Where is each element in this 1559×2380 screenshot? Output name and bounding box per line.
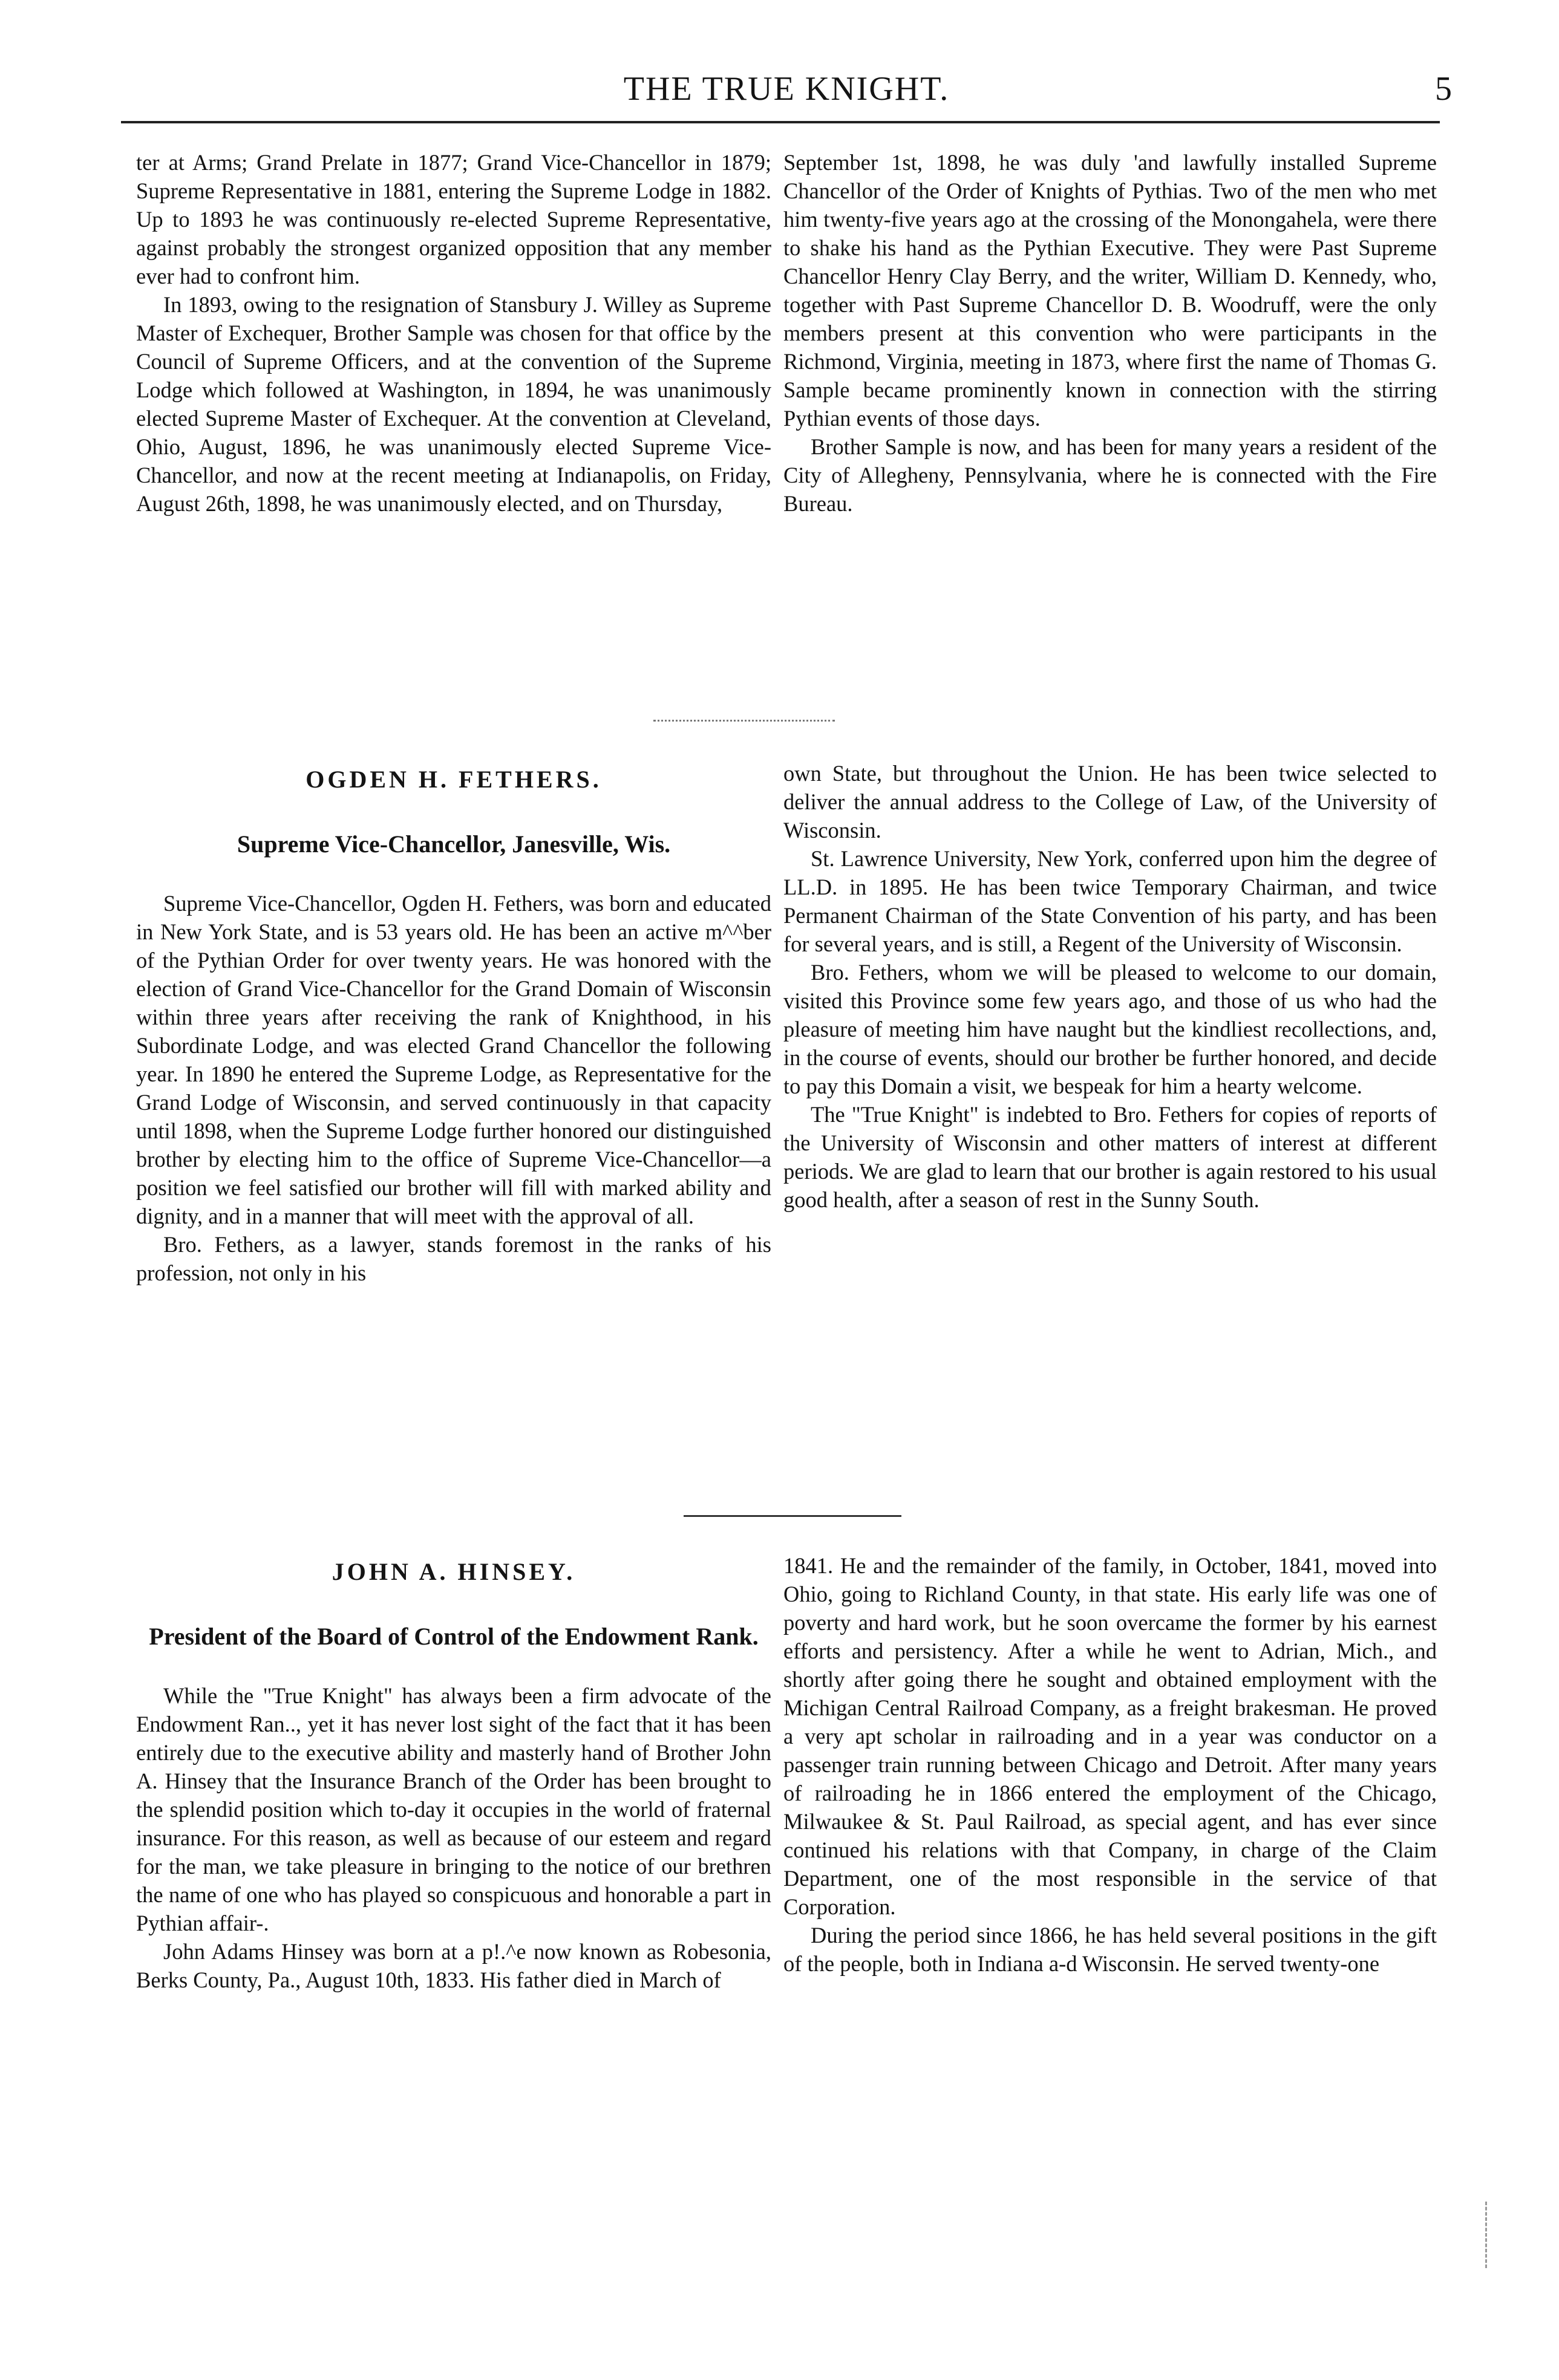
margin-mark [1485, 2202, 1487, 2268]
article-subtitle: Supreme Vice-Chancellor, Janesville, Wis. [237, 830, 671, 858]
paragraph: own State, but throughout the Union. He has been twice selected to deliver the annual address to the College of Law, of the University of Wisconsin. [783, 761, 1437, 843]
paragraph: The "True Knight" is indebted to Bro. Fethers for copies of reports of the University of Wisconsin and other matters of interest at different periods. We are glad to learn that our brother is again restored to his usual good health, after a season of rest in the Sunny South. [783, 1102, 1437, 1212]
paragraph: Brother Sample is now, and has been for many years a resident of the City of Allegheny, Pennsylvania, where he is connected with the Fire Bureau. [783, 434, 1437, 516]
article-subtitle: President of the Board of Control of the Endowment Rank. [149, 1623, 759, 1650]
hinsey-right-column [783, 1551, 1437, 1978]
paragraph: September 1st, 1898, he was duly 'and lawfully installed Supreme Chancellor of the Order of Knights of Pythias. Two of the men who met him twenty-five years ago at the crossing of the Monongahela, were there to shake his hand as the Pythian Executive. They were Past Supreme Chancellor Henry Clay Berry, and the writer, William D. Kennedy, who, together with Past Supreme Chancellor D. B. Woodruff, were the only members present at this convention who were participants in the Richmond, Virginia, meeting in 1873, where first the name of Thomas G. Sample became prominently known in connection with the stirring Pythian events of those days. [783, 150, 1437, 431]
article-title: JOHN A. HINSEY. [332, 1558, 576, 1585]
paragraph: While the "True Knight" has always been a firm advocate of the Endowment Ran.., yet it has never lost sight of the fact that it has been entirely due to the executive ability and masterly hand of Brother John A. Hinsey that the Insurance Branch of the Order has been brought to the splendid position which to-day it occupies in the world of fraternal insurance. For this reason, as well as because of our esteem and regard for the man, we take pleasure in bringing to the notice of our brethren the name of one who has played so conspicuous and honorable a part in Pythian affair-. [136, 1683, 771, 1935]
page-number: 5 [1435, 70, 1452, 108]
top-left-column [136, 148, 771, 518]
paragraph: John Adams Hinsey was born at a p!.^e now known as Robesonia, Berks County, Pa., August 10th, 1833. His father died in March of [136, 1939, 771, 1992]
fethers-right-column [783, 759, 1437, 1214]
paragraph: ter at Arms; Grand Prelate in 1877; Grand Vice-Chancellor in 1879; Supreme Representative in 1881, entering the Supreme Lodge in 1882. Up to 1893 he was continuously re-elected Supreme Representative, against probably the strongest organized opposition that any member ever had to confront him. [136, 150, 771, 289]
publication-title: THE TRUE KNIGHT. [623, 70, 950, 108]
fethers-left-column [136, 765, 771, 1287]
article-title: OGDEN H. FETHERS. [306, 766, 602, 793]
section-divider [653, 720, 835, 724]
paragraph: In 1893, owing to the resignation of Stansbury J. Willey as Supreme Master of Exchequer, Brother Sample was chosen for that office by the Council of Supreme Officers, and at the convention of the Supreme Lodge which followed at Washington, in 1894, he was unanimously elected Supreme Master of Exchequer. At the convention at Cleveland, Ohio, August, 1896, he was unanimously elected Supreme Vice-Chancellor, and now at the recent meeting at Indianapolis, on Friday, August 26th, 1898, he was unanimously elected, and on Thursday, [136, 292, 771, 516]
header-rule [121, 121, 1440, 123]
hinsey-left-column [136, 1557, 771, 1994]
top-right-column [783, 148, 1437, 518]
paragraph: During the period since 1866, he has held several positions in the gift of the people, both in Indiana a-d Wisconsin. He served twenty-one [783, 1923, 1437, 1976]
paragraph: Bro. Fethers, as a lawyer, stands foremost in the ranks of his profession, not only in his [136, 1232, 771, 1285]
paragraph: 1841. He and the remainder of the family, in October, 1841, moved into Ohio, going to Richland County, in that state. His early life was one of poverty and hard work, but he soon overcame the former by his earnest efforts and persistency. After a while he went to Adrian, Mich., and shortly after going there he sought and obtained employment with the Michigan Central Railroad Company, as a freight brakesman. He proved a very apt scholar in railroading and in a year was conductor on a passenger train running between Chicago and Detroit. After many years of railroading he in 1866 entered the employment of the Chicago, Milwaukee & St. Paul Railroad, as special agent, and has ever since continued his relations with that Company, in charge of the Claim Department, one of the most responsible in the service of that Corporation. [783, 1553, 1437, 1919]
section-divider [684, 1515, 901, 1517]
paragraph: Supreme Vice-Chancellor, Ogden H. Fethers, was born and educated in New York State, and is 53 years old. He has been an active m^^ber of the Pythian Order for over twenty years. He was honored with the election of Grand Vice-Chancellor for the Grand Domain of Wisconsin within three years after receiving the rank of Knighthood, in his Subordinate Lodge, and was elected Grand Chancellor the following year. In 1890 he entered the Supreme Lodge, as Representative for the Grand Lodge of Wisconsin, and served continuously in that capacity until 1898, when the Supreme Lodge further honored our distinguished brother by electing him to the office of Supreme Vice-Chancellor—a position we feel satisfied our brother will fill with marked ability and dignity, and in a manner that will meet with the approval of all. [136, 891, 771, 1228]
paragraph: St. Lawrence University, New York, conferred upon him the degree of LL.D. in 1895. He has been twice Temporary Chairman, and twice Permanent Chairman of the State Convention of his party, and has been for several years, and is still, a Regent of the University of Wisconsin. [783, 846, 1437, 956]
paragraph: Bro. Fethers, whom we will be pleased to welcome to our domain, visited this Province some few years ago, and those of us who had the pleasure of meeting him have naught but the kindliest recollections, and, in the course of events, should our brother be further honored, and decide to pay this Domain a visit, we bespeak for him a hearty welcome. [783, 960, 1437, 1098]
